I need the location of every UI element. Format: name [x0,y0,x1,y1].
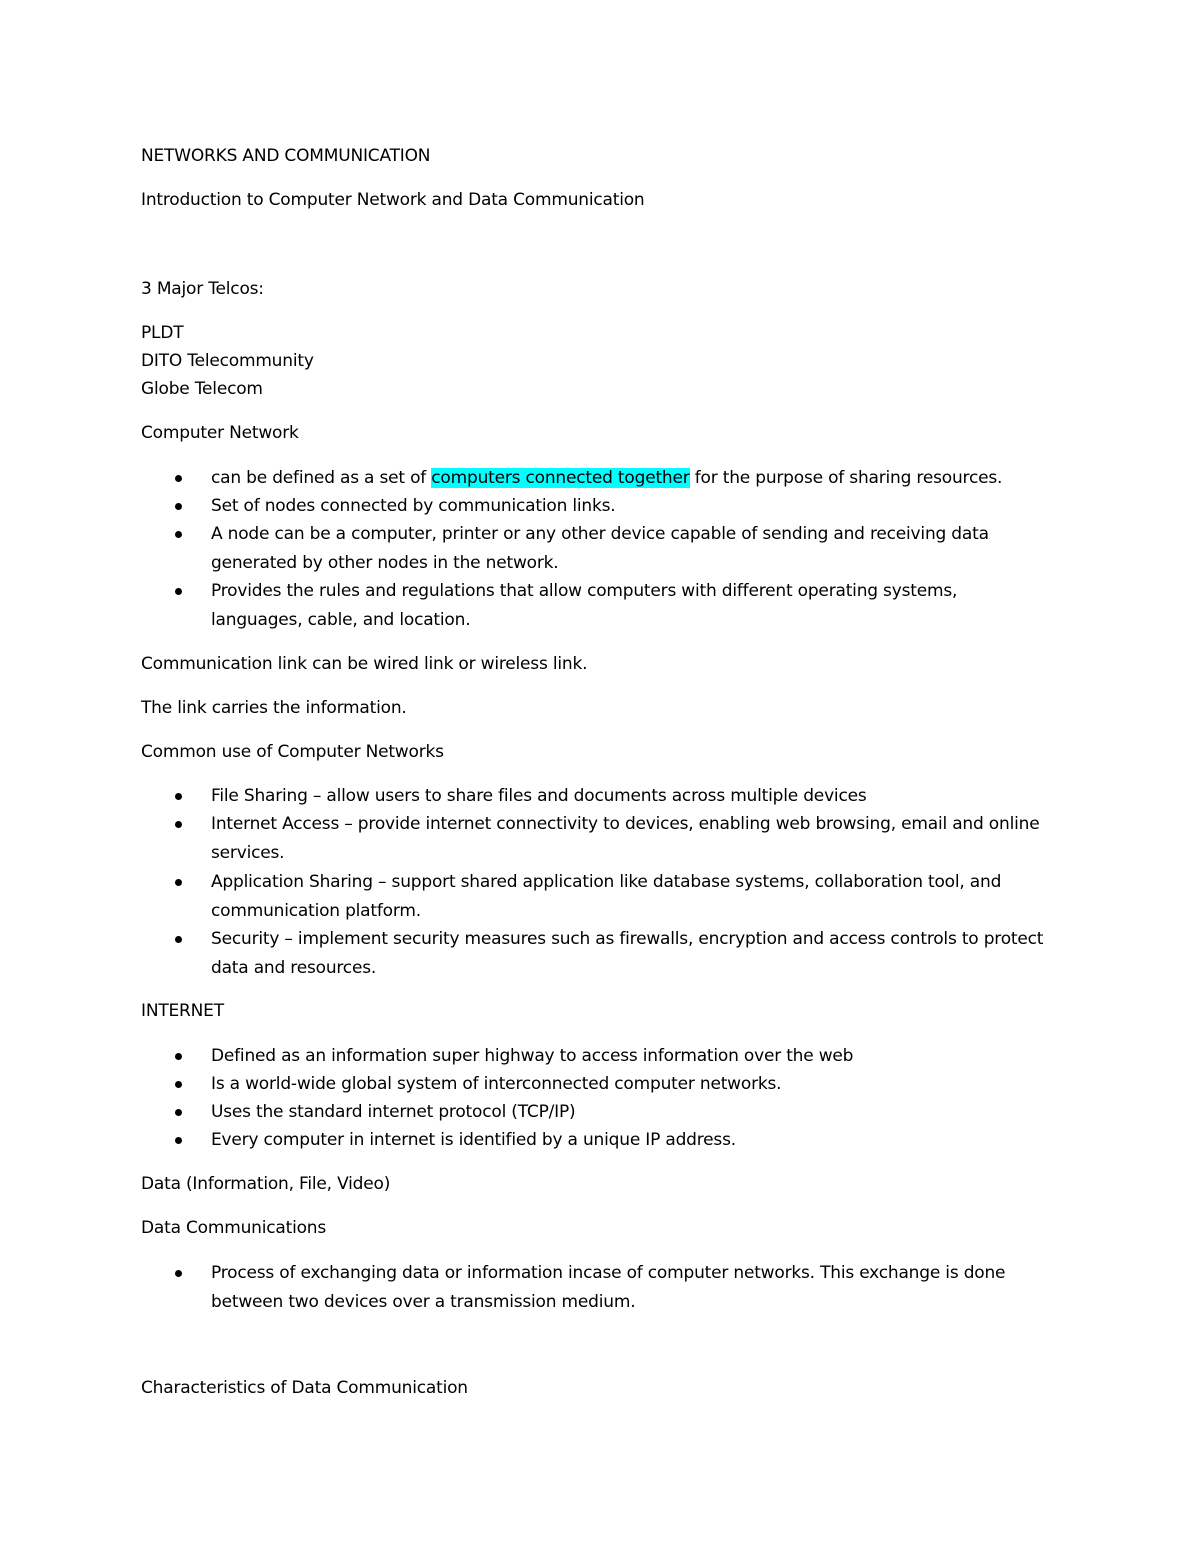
document-subtitle: Introduction to Computer Network and Data Communication [141,190,645,210]
common-use-heading: Common use of Computer Networks [141,742,444,762]
bullet-icon [175,793,182,800]
telcos-heading: 3 Major Telcos: [141,279,264,299]
telco-item: Globe Telecom [141,379,263,399]
computer-network-heading: Computer Network [141,423,299,443]
list-item-text: File Sharing – allow users to share files and documents across multiple devices [211,786,867,806]
list-item-text: Process of exchanging data or information incase of computer networks. This exchange is done between two devices over a transmission medium. [211,1263,1006,1312]
bullet-icon [175,1137,182,1144]
telco-item: DITO Telecommunity [141,351,314,371]
list-item-text: Provides the rules and regulations that allow computers with different operating systems, languages, cable, and location. [211,581,958,630]
list-item-text: Internet Access – provide internet connectivity to devices, enabling web browsing, email and online services. [211,814,1040,863]
bullet-icon [175,531,182,538]
telco-item: PLDT [141,323,184,343]
internet-heading: INTERNET [141,1001,224,1021]
list-item-text: Every computer in internet is identified by a unique IP address. [211,1130,736,1150]
paragraph: Data (Information, File, Video) [141,1174,391,1194]
bullet-icon [175,1081,182,1088]
characteristics-heading: Characteristics of Data Communication [141,1378,468,1398]
data-comm-heading: Data Communications [141,1218,327,1238]
list-item-text: Security – implement security measures such as firewalls, encryption and access controls to protect data and resources. [211,929,1044,978]
bullet-icon [175,475,182,482]
list-item-text: Is a world-wide global system of interconnected computer networks. [211,1074,782,1094]
bullet-icon [175,588,182,595]
bullet-icon [175,1053,182,1060]
paragraph: The link carries the information. [141,698,407,718]
bullet-icon [175,879,182,886]
bullet-icon [175,936,182,943]
list-item-text: can be defined as a set of computers connected together for the purpose of sharing resources. [211,468,1003,488]
document-title: NETWORKS AND COMMUNICATION [141,146,431,166]
paragraph: Communication link can be wired link or wireless link. [141,654,588,674]
bullet-icon [175,1270,182,1277]
list-item-text: Uses the standard internet protocol (TCP/IP) [211,1102,576,1122]
bullet-icon [175,821,182,828]
highlighted-text: computers connected together [431,468,690,488]
bullet-icon [175,503,182,510]
list-item-text: A node can be a computer, printer or any other device capable of sending and receiving data generated by other nodes in the network. [211,524,989,573]
bullet-icon [175,1109,182,1116]
list-item-text: Defined as an information super highway to access information over the web [211,1046,854,1066]
list-item-text: Set of nodes connected by communication links. [211,496,616,516]
list-item-text: Application Sharing – support shared application like database systems, collaboration tool, and communication platform. [211,872,1002,921]
